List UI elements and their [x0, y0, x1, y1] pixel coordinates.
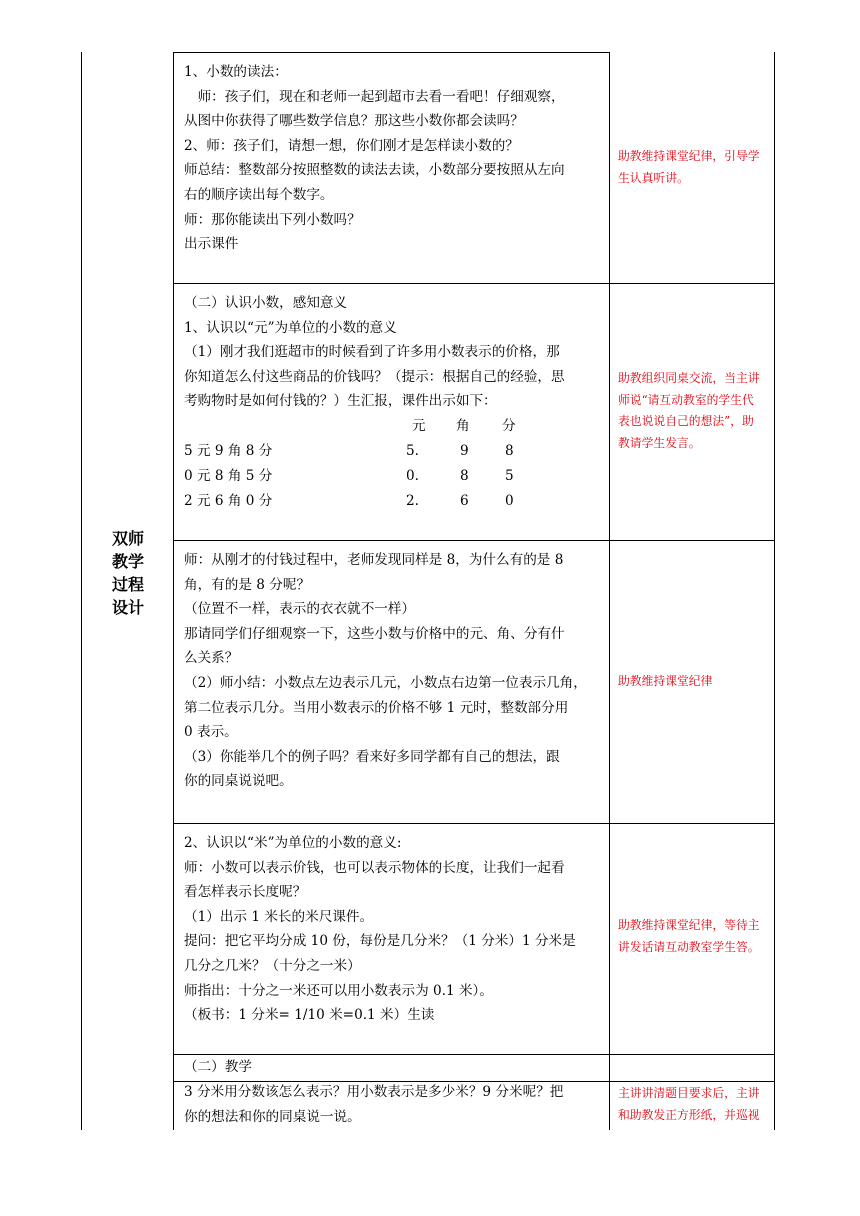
text-line: 师：孩子们，现在和老师一起到超市去看一看吧！仔细观察，: [184, 88, 565, 105]
row-border-3: [173, 823, 775, 824]
text-line: 师总结：整数部分按照整数的读法去读，小数部分要按照从左向: [184, 162, 565, 179]
price-table: [184, 414, 600, 514]
text-line: （1）出示 1 米长的米尺课件。: [184, 908, 374, 925]
text-line: 2、认识以“米”为单位的小数的意义:: [184, 835, 402, 851]
text-line: 2、师：孩子们，请想一想，你们刚才是怎样读小数的？: [184, 137, 519, 154]
text-line: 从图中你获得了哪些数学信息？那这些小数你都会读吗？: [184, 113, 524, 130]
text-line: 那请同学们仔细观察一下，这些小数与价格中的元、角、分有什: [184, 625, 565, 642]
text-line: 师指出：十分之一米还可以用小数表示为 0.1 米）。: [184, 982, 493, 999]
text-line: 提问：把它平均分成 10 份，每份是几分米？（1 分米）1 分米是: [184, 933, 576, 950]
price-label: 2 元 6 角 0 分: [184, 492, 273, 509]
note-line: 师说“请互动教室的学生代: [618, 392, 754, 407]
price-table-header: [184, 414, 600, 439]
fen-value: 0: [505, 492, 514, 509]
text-line: 0 表示。: [184, 724, 238, 741]
note-line: 讲发话请互动教室学生答。: [618, 939, 760, 954]
jiao-value: 9: [460, 442, 469, 459]
assistant-note: [610, 915, 774, 958]
yuan-value: 0.: [406, 467, 419, 484]
text-line: 你知道怎么付这些商品的价钱吗？（提示：根据自己的经验，思: [184, 368, 565, 385]
text-line: 师：从刚才的付钱过程中，老师发现同样是 8，为什么有的是 8: [184, 552, 564, 568]
text-line: 第二位表示几分。当用小数表示的价格不够 1 元时，整数部分用: [184, 699, 569, 716]
price-table-row: [184, 489, 600, 514]
text-line: 右的顺序读出每个数字。: [184, 186, 334, 203]
section-yuan-meaning: [174, 285, 608, 514]
text-line: 1、认识以“元”为单位的小数的意义: [184, 319, 397, 336]
section-place-value: [174, 542, 608, 794]
note-line: 生认真听讲。: [618, 170, 689, 185]
text-line: （二）教学: [184, 1059, 252, 1075]
text-line: 看怎样表示长度呢？: [184, 884, 307, 901]
side-label-line: 教学: [111, 552, 144, 571]
jiao-value: 6: [460, 492, 469, 509]
fen-value: 5: [505, 467, 514, 484]
note-line: 助教维持课堂纪律: [618, 674, 713, 688]
row-border-top: [173, 52, 610, 53]
text-line: 考购物时是如何付钱的？）生汇报，课件出示如下：: [184, 393, 497, 410]
text-line: 你的同桌说说吧。: [184, 773, 293, 790]
note-line: 主讲讲清题目要求后，主讲: [618, 1086, 760, 1100]
text-line: 你的想法和你的同桌说一说。: [184, 1108, 361, 1125]
header-jiao: 角: [456, 417, 470, 434]
text-line: （位置不一样，表示的衣衣就不一样）: [184, 601, 416, 618]
fen-value: 8: [505, 442, 514, 459]
side-label-line: 过程: [111, 575, 144, 594]
header-yuan: 元: [412, 417, 426, 434]
text-line: 角，有的是 8 分呢？: [184, 576, 311, 593]
table-right-border: [774, 52, 775, 1130]
text-line: 几分之几米？（十分之一米）: [184, 957, 361, 974]
price-label: 0 元 8 角 5 分: [184, 467, 273, 484]
section-meter-meaning: [174, 825, 608, 1028]
row-border-2: [173, 540, 775, 541]
table-divider-note: [609, 52, 610, 1130]
side-label-line: 双师: [111, 529, 144, 548]
section-teaching-heading: [174, 1054, 608, 1080]
text-line: 师：小数可以表示价钱，也可以表示物体的长度，让我们一起看: [184, 859, 565, 876]
text-line: 3 分米用分数该怎么表示？用小数表示是多少米？9 分米呢？把: [184, 1084, 564, 1100]
text-line: 师：那你能读出下列小数吗？: [184, 211, 361, 228]
yuan-value: 2.: [406, 492, 419, 509]
side-label: [82, 527, 174, 619]
text-line: （板书：1 分米= 1/10 米=0.1 米）生读: [184, 1007, 435, 1024]
section-exercise: [174, 1080, 608, 1129]
header-fen: 分: [502, 417, 516, 434]
note-line: 助教维持课堂纪律，等待主: [618, 918, 760, 932]
assistant-note: [610, 1083, 774, 1126]
assistant-note: [610, 368, 774, 454]
assistant-note: [610, 146, 774, 189]
yuan-value: 5.: [406, 442, 419, 459]
note-line: 教请学生发言。: [618, 435, 701, 450]
price-table-row: [184, 439, 600, 464]
text-line: （3）你能举几个的例子吗？看来好多同学都有自己的想法，跟: [184, 748, 560, 765]
note-line: 和助教发正方形纸，并巡视: [618, 1107, 760, 1122]
text-line: （二）认识小数，感知意义: [184, 295, 348, 311]
price-label: 5 元 9 角 8 分: [184, 442, 273, 459]
text-line: 么关系？: [184, 650, 239, 667]
note-line: 表也说说自己的想法”，助: [618, 414, 754, 428]
text-line: 出示课件: [184, 236, 239, 253]
section-reading-decimals: [174, 54, 608, 257]
note-line: 助教组织同桌交流，当主讲: [618, 371, 760, 385]
note-line: 助教维持课堂纪律，引导学: [618, 149, 760, 163]
text-line: （1）刚才我们逛超市的时候看到了许多用小数表示的价格，那: [184, 344, 560, 361]
row-border-1: [173, 283, 775, 284]
side-label-line: 设计: [111, 598, 144, 617]
jiao-value: 8: [460, 467, 469, 484]
text-line: （2）师小结：小数点左边表示几元，小数点右边第一位表示几角，: [184, 674, 587, 691]
text-line: 1、小数的读法：: [184, 64, 288, 80]
assistant-note: [610, 671, 774, 693]
price-table-row: [184, 464, 600, 489]
